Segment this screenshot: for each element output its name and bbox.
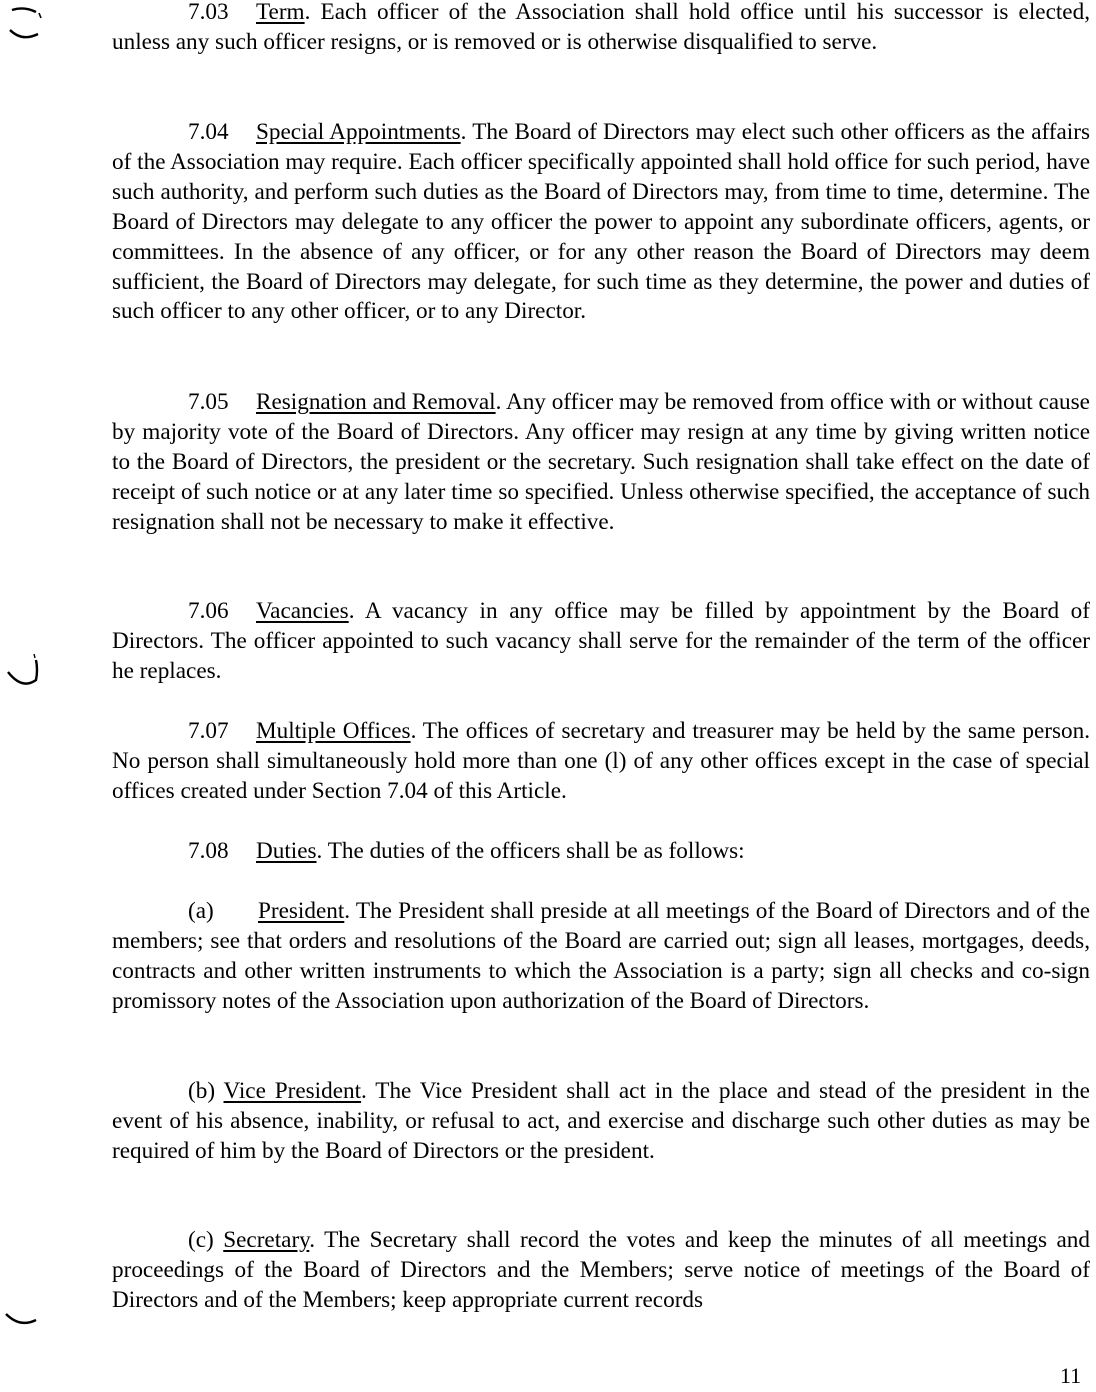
section-7-08 xyxy=(112,837,1090,867)
section-number: 7.03 xyxy=(188,0,229,25)
duty-label: (b) xyxy=(188,1078,216,1104)
section-heading: Special Appointments xyxy=(256,119,461,145)
section-7-03 xyxy=(112,0,1090,58)
duty-text: . The Secretary shall record the votes and keep the minutes of all meetings and proceedings of the Board of Directors and the Members; serve notice of meetings of the Board of Directors and of the Members; keep appropriate current records xyxy=(112,1227,1090,1313)
page-number: 11 xyxy=(1060,1363,1082,1388)
duty-heading: Vice President xyxy=(223,1078,362,1104)
section-7-05 xyxy=(112,388,1090,538)
binder-hole-mark-top xyxy=(8,4,48,46)
binder-hole-mark-middle xyxy=(4,650,44,694)
section-number: 7.08 xyxy=(188,838,229,864)
duty-heading: Secretary xyxy=(223,1227,310,1253)
section-7-04 xyxy=(112,118,1090,327)
section-number: 7.06 xyxy=(188,598,229,624)
section-number: 7.05 xyxy=(188,389,229,415)
section-7-06 xyxy=(112,597,1090,687)
section-heading: Duties xyxy=(256,838,317,864)
duty-vice-president xyxy=(112,1077,1090,1167)
section-text: . A vacancy in any office may be filled by appointment by the Board of Directors. The officer appointed to such vacancy shall serve for the remainder of the term of the officer he replaces. xyxy=(112,598,1090,684)
duty-text: . The Vice President shall act in the place and stead of the president in the event of his absence, inability, or refusal to act, and exercise and discharge such other duties as may be required of him by the Board of Directors or the president. xyxy=(112,1078,1090,1164)
duty-heading: President xyxy=(258,898,345,924)
section-heading: Resignation and Removal xyxy=(256,389,496,415)
duty-text: . The President shall preside at all meetings of the Board of Directors and of the members; see that orders and resolutions of the Board are carried out; sign all leases, mortgages, deeds, contracts and other written instruments to which the Association is a party; sign all checks and co-sign promissory notes of the Association upon authorization of the Board of Directors. xyxy=(112,898,1090,1014)
section-text: . Each officer of the Association shall hold office until his successor is elected, unless any such officer resigns, or is removed or is otherwise disqualified to serve. xyxy=(112,0,1090,55)
section-text: . Any officer may be removed from office with or without cause by majority vote of the Board of Directors. Any officer may resign at any time by giving written notice to the Board of Directors, the president or the secretary. Such resignation shall take effect on the date of receipt of such notice or at any later time so specified. Unless otherwise specified, the acceptance of such resignation shall not be necessary to make it effective. xyxy=(112,389,1090,535)
section-number: 7.04 xyxy=(188,119,229,145)
section-text: . The offices of secretary and treasurer may be held by the same person. No person shall simultaneously hold more than one (l) of any other offices except in the case of special offices created under Section 7.04 of this Article. xyxy=(112,718,1090,804)
binder-hole-mark-bottom xyxy=(4,1300,44,1334)
duty-secretary xyxy=(112,1226,1090,1316)
duty-president xyxy=(112,897,1090,1017)
section-text: . The Board of Directors may elect such other officers as the affairs of the Association may require. Each officer specifically appointed shall hold office for such period, have such authority, and perform such duties as the Board of Directors may, from time to time, determine. The Board of Directors may delegate to any officer the power to appoint any subordinate officers, agents, or committees. In the absence of any officer, or for any other reason the Board of Directors may deem sufficient, the Board of Directors may delegate, for such time as they determine, the power and duties of such officer to any other officer, or to any Director. xyxy=(112,119,1090,325)
duty-label: (a) xyxy=(188,898,214,924)
section-heading: Term xyxy=(256,0,305,25)
duty-label: (c) xyxy=(188,1227,214,1253)
section-heading: Vacancies xyxy=(256,598,349,624)
section-number: 7.07 xyxy=(188,718,229,744)
section-text: . The duties of the officers shall be as follows: xyxy=(316,838,745,864)
section-heading: Multiple Offices xyxy=(256,718,411,744)
section-7-07 xyxy=(112,717,1090,807)
